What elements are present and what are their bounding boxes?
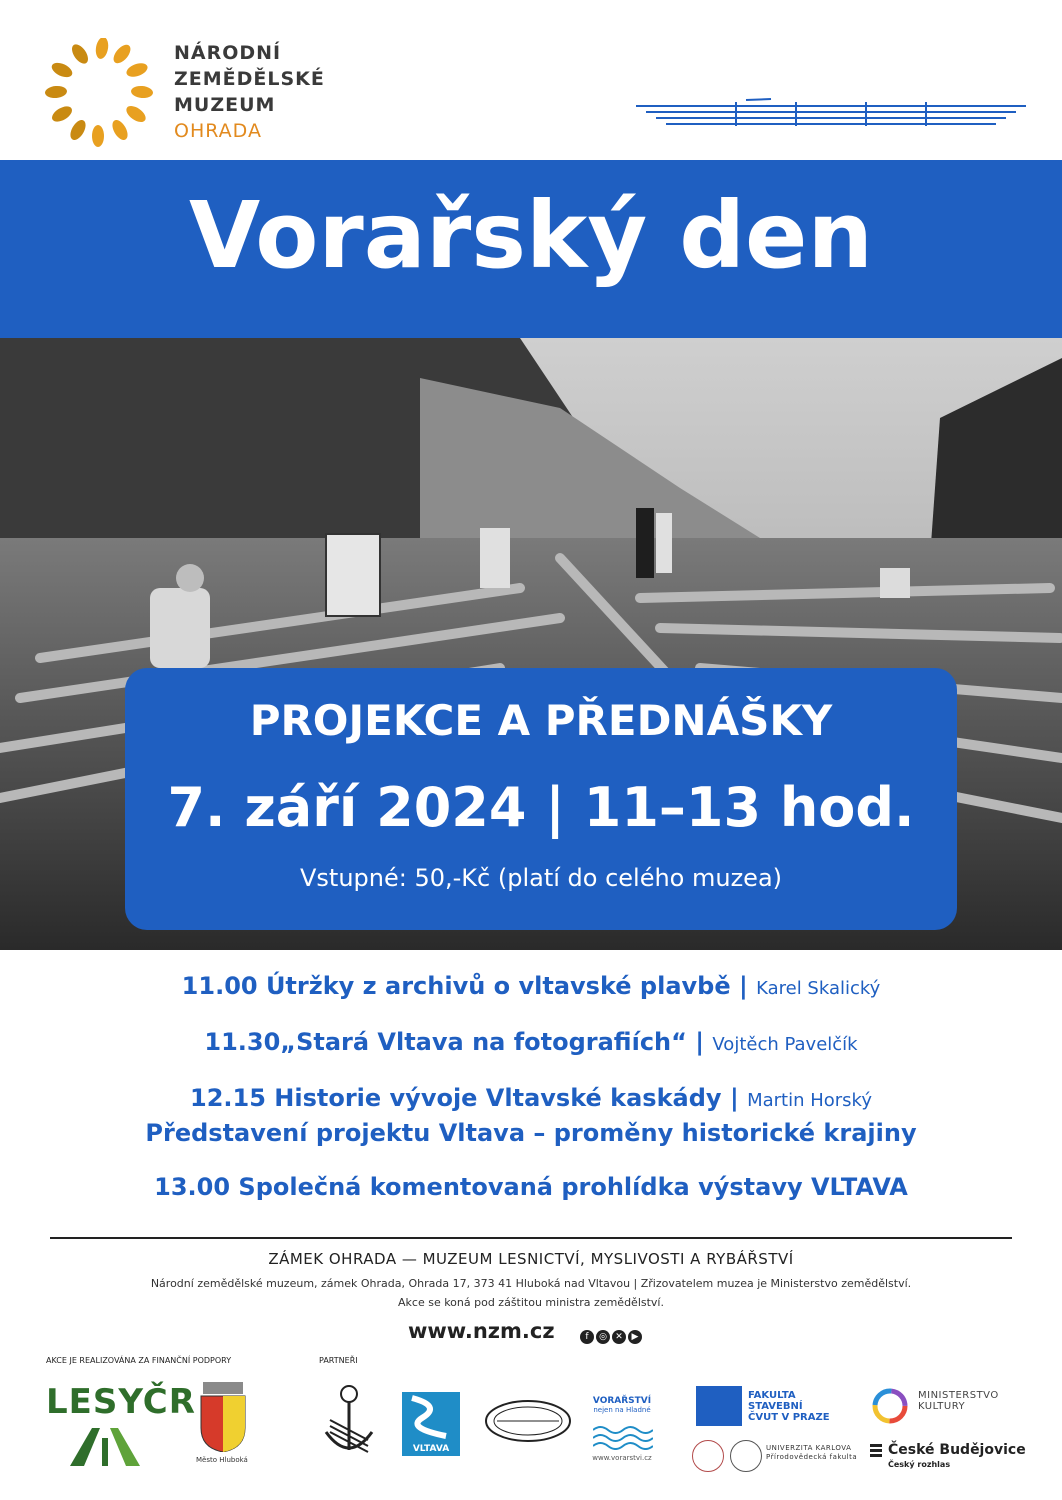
support-label: AKCE JE REALIZOVÁNA ZA FINANČNÍ PODPORY — [46, 1356, 232, 1365]
program-separator: | — [729, 1084, 739, 1112]
event-date: 7. září 2024 | 11–13 hod. — [167, 776, 915, 839]
museum-line-3: MUZEUM — [174, 94, 276, 116]
footer-divider — [50, 1237, 1012, 1239]
vorarstvi-logo — [590, 1396, 654, 1414]
website-link[interactable]: www.nzm.cz — [408, 1319, 555, 1343]
uk-line-1: UNIVERZITA KARLOVA — [766, 1444, 852, 1452]
program-item — [0, 1082, 1062, 1117]
river-icon — [402, 1392, 460, 1442]
museum-line-1: NÁRODNÍ — [174, 42, 282, 64]
event-heading: PROJEKCE A PŘEDNÁŠKY — [249, 696, 833, 745]
uk-text — [766, 1444, 857, 1462]
vorarstvi-subtitle: nejen na Hladné — [593, 1406, 651, 1414]
fsv-line-3: ČVUT V PRAZE — [748, 1412, 830, 1423]
museum-address: Národní zemědělské muzeum, zámek Ohrada, Ohrada 17, 373 41 Hluboká nad Vltavou | Zřizovatelem muzea je Ministerstvo zemědělství. — [150, 1277, 912, 1290]
seal-icon — [730, 1440, 762, 1472]
uk-line-2: Přírodovědecká fakulta — [766, 1453, 858, 1461]
program-item — [0, 1171, 1062, 1203]
youtube-icon[interactable]: ▶ — [628, 1330, 642, 1344]
cesky-rozhlas-text: Český rozhlas — [888, 1460, 951, 1469]
program-speaker: Vojtěch Pavelčík — [712, 1034, 858, 1055]
program-item-title: 11.00 Útržky z archivů o vltavské plavbě — [181, 972, 731, 1000]
raft-icon — [636, 98, 1026, 128]
fsv-cvut-text — [748, 1390, 830, 1423]
ceske-budejovice-text: České Budějovice — [888, 1442, 1026, 1458]
event-fee: Vstupné: 50,-Kč (platí do celého muzea) — [299, 864, 783, 892]
social-icons — [580, 1324, 644, 1344]
patron-note: Akce se koná pod záštitou ministra zemědělství. — [398, 1296, 664, 1309]
mk-line-1: MINISTERSTVO — [918, 1390, 999, 1401]
museum-line-2: ZEMĚDĚLSKÉ — [174, 68, 325, 90]
program-item-title: Představení projektu Vltava – proměny historické krajiny — [145, 1119, 917, 1147]
instagram-icon[interactable]: ◎ — [596, 1330, 610, 1344]
crest-caption: Město Hluboká — [196, 1456, 248, 1464]
fsv-cvut-logo-icon — [696, 1386, 742, 1426]
page-title: Vorařský den — [189, 182, 873, 289]
vltava-logo-label: VLTAVA — [412, 1444, 450, 1454]
cesky-rozhlas-icon — [870, 1444, 882, 1458]
lesy-cr-mark-icon — [70, 1428, 140, 1466]
anchor-association-icon — [318, 1380, 380, 1464]
program-item-title: 13.00 Společná komentovaná prohlídka výstavy VLTAVA — [154, 1173, 908, 1201]
program-item — [0, 1026, 1062, 1061]
mk-line-2: KULTURY — [918, 1401, 966, 1412]
fsv-line-2: STAVEBNÍ — [748, 1401, 803, 1412]
vorarstvi-title: VORAŘSTVÍ — [592, 1396, 652, 1406]
hluboka-crest-icon — [197, 1382, 249, 1452]
vorarstvi-url: www.vorarstvi.cz — [592, 1454, 652, 1462]
program-separator: | — [695, 1028, 705, 1056]
program-speaker: Karel Skalický — [756, 978, 881, 999]
program-item — [0, 970, 1062, 1005]
venue-name: ZÁMEK OHRADA — MUZEUM LESNICTVÍ, MYSLIVOSTI A RYBÁŘSTVÍ — [268, 1250, 794, 1268]
waves-icon — [593, 1424, 653, 1450]
fsv-line-1: FAKULTA — [748, 1390, 796, 1401]
seal-icon — [692, 1440, 724, 1472]
lesy-cr-logo: LESYČR — [46, 1382, 196, 1422]
facebook-icon[interactable]: f — [580, 1330, 594, 1344]
archivum-trebonense-logo-icon — [483, 1398, 573, 1444]
wheat-wreath-icon — [42, 38, 162, 148]
program-item-title: 11.30„Stará Vltava na fotografiích“ — [204, 1028, 687, 1056]
program-item — [0, 1117, 1062, 1149]
partners-label: PARTNEŘI — [319, 1356, 358, 1365]
x-icon[interactable]: ✕ — [612, 1330, 626, 1344]
program-separator: | — [738, 972, 748, 1000]
museum-name — [174, 40, 325, 144]
ministry-of-culture-text — [918, 1390, 999, 1412]
event-info-box — [125, 668, 957, 930]
program-list — [0, 970, 1062, 1203]
program-speaker: Martin Horský — [747, 1090, 872, 1111]
museum-branch: OHRADA — [174, 120, 262, 142]
program-item-title: 12.15 Historie vývoje Vltavské kaskády — [190, 1084, 722, 1112]
ministry-of-culture-logo-icon — [870, 1386, 910, 1426]
